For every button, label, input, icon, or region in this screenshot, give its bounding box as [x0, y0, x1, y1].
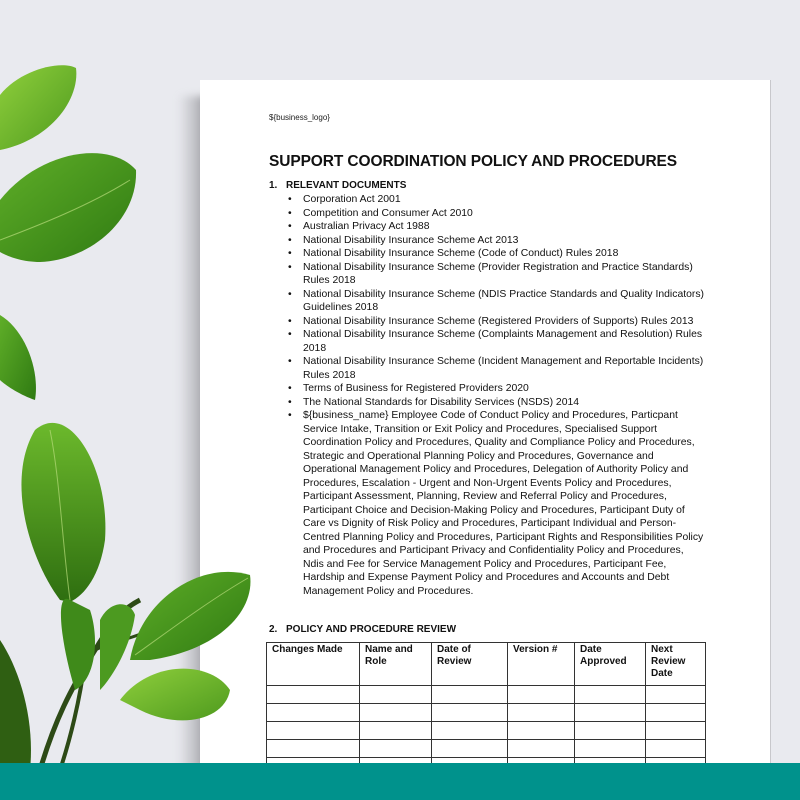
list-item: • National Disability Insurance Scheme (Incident Management and Reportable Incidents) Rules 2018: [288, 355, 704, 382]
list-item: • National Disability Insurance Scheme (Registered Providers of Supports) Rules 2013: [288, 315, 704, 329]
document-title: SUPPORT COORDINATION POLICY AND PROCEDURES: [269, 153, 678, 170]
table-cell[interactable]: [508, 740, 575, 758]
table-cell[interactable]: [432, 704, 508, 722]
table-row: [267, 704, 706, 722]
teal-footer-band: [0, 763, 800, 800]
table-cell[interactable]: [508, 686, 575, 704]
table-row: [267, 740, 706, 758]
table-cell[interactable]: [575, 740, 646, 758]
list-item: • Australian Privacy Act 1988: [288, 220, 704, 234]
section-title: RELEVANT DOCUMENTS: [286, 180, 407, 191]
list-item: • National Disability Insurance Scheme (Code of Conduct) Rules 2018: [288, 247, 704, 261]
table-cell[interactable]: [360, 686, 432, 704]
table-cell[interactable]: [267, 740, 360, 758]
table-cell[interactable]: [432, 740, 508, 758]
relevant-documents-list: [288, 193, 704, 598]
table-row: [267, 686, 706, 704]
table-cell[interactable]: [360, 722, 432, 740]
table-cell[interactable]: [646, 704, 706, 722]
list-item: • ${business_name} Employee Code of Conduct Policy and Procedures, Particpant Service Intake, Transition or Exit Policy and Procedures, Specialised Support Coordination Policy and Procedures, Quality and Compliance Policy and Procedures, Strategic and Operational Planning Policy and Procedures, Governance and Operational Management Policy and Procedures, Delegation of Authority Policy and Procedures, Escalation - Urgent and Non-Urgent Events Policy and Procedures, Participant Assessment, Planning, Review and Referral Policy and Procedures, Participant Choice and Decision-Making Policy and Procedures, Participant Duty of Care vs Dignity of Risk Policy and Procedures, Participant Individual and Person-Centred Planning Policy and Procedures, Participant Rights and Responsibilities Policy and Procedures and Participant Privacy and Confidentiality Policy and Procedures, Ndis and Fee for Service Management Policy and Procedures, Participant Fee, Hardship and Expense Payment Policy and Procedures and Accounts and Debt Management Policy and Procedures.: [288, 409, 704, 598]
document-page: [200, 80, 771, 780]
table-header-row: [267, 643, 706, 686]
table-cell[interactable]: [508, 704, 575, 722]
table-cell[interactable]: [267, 722, 360, 740]
list-item: • Competition and Consumer Act 2010: [288, 207, 704, 221]
table-cell[interactable]: [432, 686, 508, 704]
list-item: • Terms of Business for Registered Providers 2020: [288, 382, 704, 396]
column-header: Name and Role: [360, 643, 432, 686]
section-number: 2.: [269, 624, 278, 635]
table-cell[interactable]: [646, 686, 706, 704]
list-item: • National Disability Insurance Scheme (Provider Registration and Practice Standards) Rules 2018: [288, 261, 704, 288]
column-header: Version #: [508, 643, 575, 686]
section-number: 1.: [269, 180, 278, 191]
table-cell[interactable]: [575, 704, 646, 722]
table-cell[interactable]: [267, 686, 360, 704]
table-cell[interactable]: [646, 722, 706, 740]
table-cell[interactable]: [267, 704, 360, 722]
list-item: • National Disability Insurance Scheme (NDIS Practice Standards and Quality Indicators) Guidelines 2018: [288, 288, 704, 315]
column-header: Date of Review: [432, 643, 508, 686]
section-heading-policy-review: [269, 624, 456, 635]
table-cell[interactable]: [508, 722, 575, 740]
column-header: Changes Made: [267, 643, 360, 686]
list-item: • National Disability Insurance Scheme Act 2013: [288, 234, 704, 248]
section-heading-relevant-documents: [269, 180, 406, 191]
table-cell[interactable]: [432, 722, 508, 740]
column-header: Next Review Date: [646, 643, 706, 686]
table-cell[interactable]: [646, 740, 706, 758]
section-title: POLICY AND PROCEDURE REVIEW: [286, 624, 457, 635]
list-item: • Corporation Act 2001: [288, 193, 704, 207]
table-cell[interactable]: [360, 704, 432, 722]
list-item: • National Disability Insurance Scheme (Complaints Management and Resolution) Rules 2018: [288, 328, 704, 355]
table-cell[interactable]: [360, 740, 432, 758]
list-item: • The National Standards for Disability Services (NSDS) 2014: [288, 396, 704, 410]
table-cell[interactable]: [575, 722, 646, 740]
logo-placeholder: ${business_logo}: [269, 113, 330, 122]
table-row: [267, 722, 706, 740]
column-header: Date Approved: [575, 643, 646, 686]
table-cell[interactable]: [575, 686, 646, 704]
review-table: [266, 642, 706, 776]
